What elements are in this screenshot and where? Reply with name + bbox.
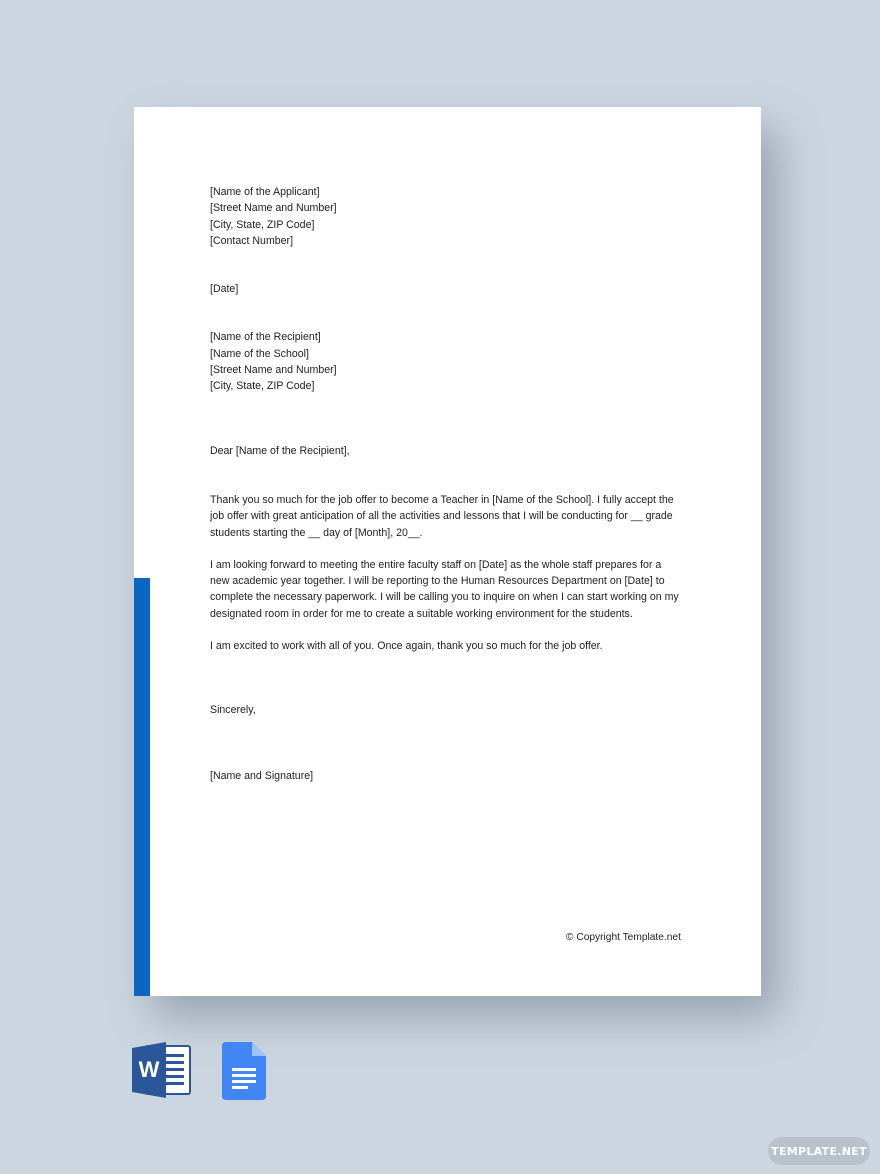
sender-address xyxy=(210,184,700,249)
template-net-badge[interactable]: TEMPLATE.NET xyxy=(768,1137,870,1165)
letter-page xyxy=(134,107,761,996)
recipient-line: [Name of the Recipient] xyxy=(210,331,321,344)
google-docs-icon[interactable] xyxy=(222,1042,266,1100)
body-paragraph-3 xyxy=(210,638,700,654)
closing xyxy=(210,702,700,718)
sender-line: [Contact Number] xyxy=(210,234,294,247)
sender-line: [City, State, ZIP Code] xyxy=(210,218,315,231)
recipient-address xyxy=(210,329,700,394)
recipient-line: [City, State, ZIP Code] xyxy=(210,380,315,393)
body-paragraph-1 xyxy=(210,492,700,541)
paragraph-line: new academic year together. I will be reporting to the Human Resources Department on [Date] to xyxy=(210,575,665,588)
paragraph-line: complete the necessary paperwork. I will be calling you to inquire on when I can start working on my xyxy=(210,591,679,604)
recipient-line: [Street Name and Number] xyxy=(210,364,337,377)
paragraph-line: Thank you so much for the job offer to become a Teacher in [Name of the School]. I fully accept the xyxy=(210,493,674,506)
sender-line: [Street Name and Number] xyxy=(210,202,337,215)
letter-date xyxy=(210,281,700,297)
date-line: [Date] xyxy=(210,283,239,296)
paragraph-line: job offer with great anticipation of all the activities and lessons that I will be conducting for __ grade xyxy=(210,510,673,523)
letter-body xyxy=(210,184,700,784)
word-letter: W xyxy=(138,1057,160,1082)
body-paragraph-2 xyxy=(210,557,700,622)
closing-line: Sincerely, xyxy=(210,704,256,717)
signature xyxy=(210,768,700,784)
microsoft-word-icon[interactable] xyxy=(132,1042,192,1098)
signature-line: [Name and Signature] xyxy=(210,769,314,782)
paragraph-line: designated room in order for me to create a suitable working environment for the students. xyxy=(210,607,633,620)
sender-line: [Name of the Applicant] xyxy=(210,186,320,198)
app-icons xyxy=(132,1042,266,1100)
salutation-line: Dear [Name of the Recipient], xyxy=(210,444,350,457)
salutation xyxy=(210,443,700,459)
paragraph-line: I am looking forward to meeting the entire faculty staff on [Date] as the whole staff prepares for a xyxy=(210,558,662,571)
paragraph-line: students starting the __ day of [Month], 20__. xyxy=(210,526,423,539)
recipient-line: [Name of the School] xyxy=(210,347,309,360)
copyright-notice: © Copyright Template.net xyxy=(566,932,681,943)
paragraph-line: I am excited to work with all of you. Once again, thank you so much for the job offer. xyxy=(210,640,603,653)
accent-bar xyxy=(134,578,150,996)
